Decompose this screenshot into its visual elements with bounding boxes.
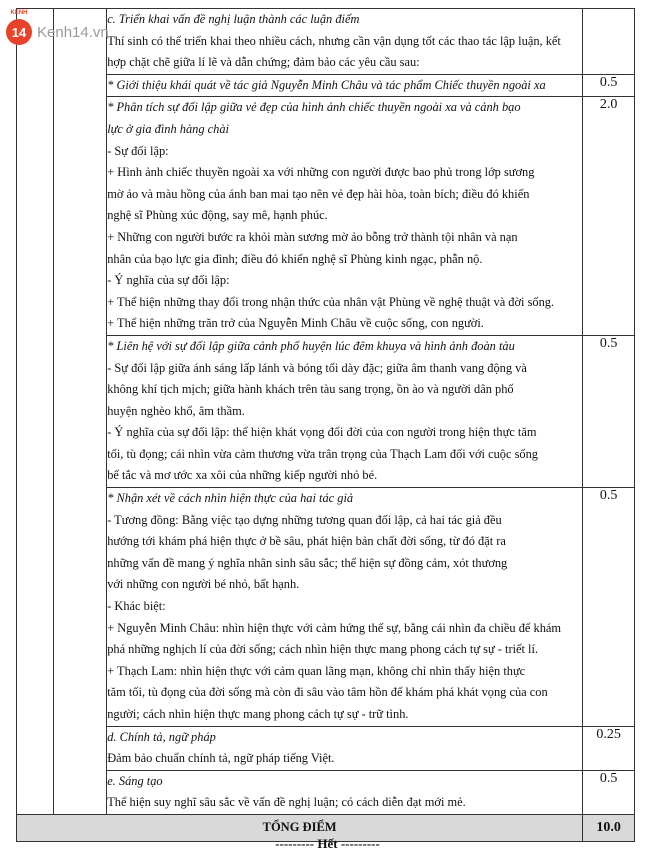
criteria-row: [17, 9, 635, 75]
criteria-content-cell: [107, 74, 583, 97]
question-column-cell: [53, 9, 107, 815]
criteria-row: [17, 726, 635, 770]
criteria-line: * Giới thiệu khái quát về tác giả Nguyễn Minh Châu và tác phẩm Chiếc thuyền ngoài xa: [107, 77, 546, 92]
criteria-content-cell: [107, 97, 583, 336]
criteria-line: nghệ sĩ Phùng xúc động, say mê, hạnh phúc.: [107, 208, 328, 223]
criteria-line: + Những con người bước ra khỏi màn sương mờ ảo bỗng trở thành tội nhân và nạn: [107, 229, 518, 244]
criteria-line: người; cách nhìn hiện thực mang phong cách tự sự - trữ tình.: [107, 707, 409, 721]
score-cell: 2.0: [583, 97, 635, 336]
criteria-line: - Ý nghĩa của sự đối lập:: [107, 273, 230, 288]
criteria-content-cell: [107, 9, 583, 75]
criteria-line: Thể hiện suy nghĩ sâu sắc về vấn đề nghị luận; có cách diễn đạt mới mẻ.: [107, 795, 466, 810]
criteria-line: không khí tịch mịch; giữa hành khách trên tàu sang trọng, ồn ào và người dân phố: [107, 382, 514, 397]
criteria-line: Thí sinh có thể triển khai theo nhiều cách, nhưng cần vận dụng tốt các thao tác lập luận, kết: [107, 33, 561, 48]
criteria-row: [17, 335, 635, 487]
grading-table-body: [17, 9, 635, 842]
criteria-line: * Liên hệ với sự đối lập giữa cảnh phố huyện lúc đêm khuya và hình ảnh đoàn tàu: [107, 338, 515, 353]
score-cell: 0.5: [583, 335, 635, 487]
criteria-line: bế tắc và mơ ước xa xôi của những kiếp người nhỏ bé.: [107, 468, 378, 483]
criteria-line: mờ ảo và màu hồng của ánh ban mai tạo nên vẻ đẹp hài hòa, toàn bích; điều đó khiến: [107, 186, 530, 201]
criteria-line: nhân của bạo lực gia đình; điều đó khiến nghệ sĩ Phùng kinh ngạc, phẫn nộ.: [107, 251, 483, 266]
part-column-cell: [17, 9, 54, 815]
logo-badge-number: 14: [11, 24, 27, 40]
criteria-line: - Sự đối lập giữa ánh sáng lấp lánh và bóng tối dày đặc; giữa âm thanh vang động và: [107, 360, 527, 375]
criteria-line: - Sự đối lập:: [107, 143, 169, 158]
criteria-line: - Ý nghĩa của sự đối lập: thể hiện khát vọng đổi đời của con người trong hiện thực tăm: [107, 425, 537, 440]
criteria-line: * Phân tích sự đối lập giữa vẻ đẹp của hình ảnh chiếc thuyền ngoài xa và cảnh bạo: [107, 100, 521, 115]
criteria-line: - Tương đồng: Bằng việc tạo dựng những tương quan đối lập, cả hai tác giả đều: [107, 512, 502, 527]
criteria-content-cell: [107, 770, 583, 814]
total-label: TỔNG ĐIỂM: [17, 814, 583, 841]
criteria-line: hướng tới khám phá hiện thực ở bề sâu, phát hiện bản chất đời sống, từ đó đặt ra: [107, 534, 506, 549]
criteria-line: phá những nghịch lí của đời sống; cách nhìn hiện thực mang phong cách tự sự - triết lí.: [107, 642, 539, 657]
grading-table: [16, 8, 635, 842]
criteria-content-cell: [107, 488, 583, 727]
score-cell: 0.5: [583, 74, 635, 97]
criteria-line: + Thể hiện những trăn trở của Nguyễn Minh Châu về cuộc sống, con người.: [107, 316, 484, 331]
score-cell: 0.25: [583, 726, 635, 770]
criteria-row: [17, 74, 635, 97]
criteria-line: Đảm bảo chuẩn chính tả, ngữ pháp tiếng Việt.: [107, 751, 335, 766]
criteria-line: hợp chặt chẽ giữa lí lẽ và dẫn chứng; đảm bảo các yêu cầu sau:: [107, 55, 420, 70]
criteria-content-cell: [107, 335, 583, 487]
total-score: 10.0: [583, 814, 635, 841]
criteria-line: lực ở gia đình hàng chài: [107, 121, 229, 136]
site-logo[interactable]: [6, 12, 109, 52]
criteria-line: + Hình ảnh chiếc thuyền ngoài xa với những con người được bao phủ trong lớp sương: [107, 165, 535, 180]
score-cell: [583, 9, 635, 75]
criteria-line: tối, tù đọng; cái nhìn vừa cảm thương vừa trân trọng của Thạch Lam đối với cuộc sống: [107, 446, 538, 461]
criteria-line: tăm tối, tù đọng của đời sống mà còn đi sâu vào tâm hồn để khám phá khát vọng của con: [107, 685, 548, 700]
criteria-line: huyện nghèo khổ, âm thầm.: [107, 403, 245, 418]
criteria-line: những vấn đề mang ý nghĩa nhân sinh sâu sắc; thể hiện sự đồng cảm, xót thương: [107, 555, 508, 570]
logo-text: Kenh14.vn: [37, 23, 109, 41]
logo-badge-top: KENH: [10, 10, 28, 16]
criteria-line: + Nguyễn Minh Châu: nhìn hiện thực với cảm hứng thế sự, bằng cái nhìn đa chiều để khám: [107, 620, 562, 635]
criteria-line: d. Chính tả, ngữ pháp: [107, 729, 216, 744]
criteria-line: với những con người bé nhỏ, bất hạnh.: [107, 577, 300, 592]
criteria-row: [17, 770, 635, 814]
score-cell: 0.5: [583, 770, 635, 814]
criteria-row: [17, 488, 635, 727]
criteria-row: [17, 97, 635, 336]
criteria-line: + Thể hiện những thay đổi trong nhận thức của nhân vật Phùng về nghệ thuật và đời sống.: [107, 294, 555, 309]
end-marker: --------- Hết ---------: [275, 836, 380, 851]
score-cell: 0.5: [583, 488, 635, 727]
criteria-content-cell: [107, 726, 583, 770]
criteria-line: - Khác biệt:: [107, 599, 166, 614]
criteria-line: e. Sáng tạo: [107, 773, 163, 788]
logo-badge: [6, 10, 32, 45]
criteria-line: * Nhận xét về cách nhìn hiện thực của hai tác giả: [107, 491, 354, 506]
criteria-line: c. Triển khai vấn đề nghị luận thành các luận điểm: [107, 12, 360, 26]
criteria-line: + Thạch Lam: nhìn hiện thực với cảm quan lãng mạn, không chỉ nhìn thấy hiện thực: [107, 663, 526, 678]
